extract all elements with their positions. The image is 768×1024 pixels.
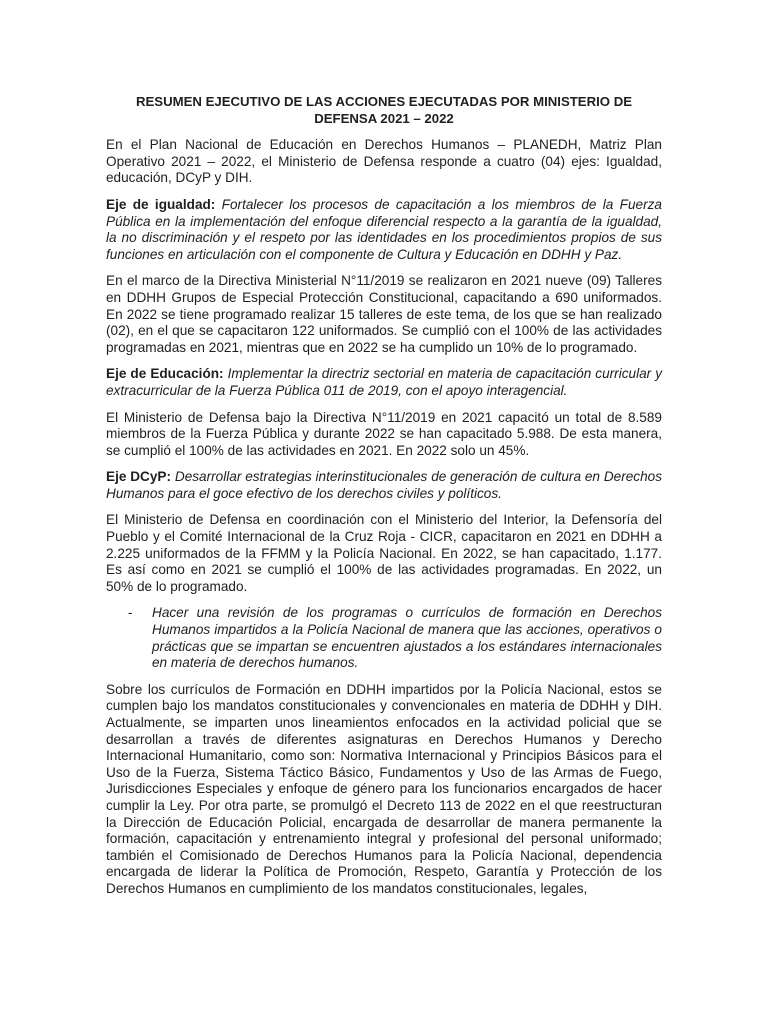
title-line-1: RESUMEN EJECUTIVO DE LAS ACCIONES EJECUTADAS POR MINISTERIO DE — [135, 94, 633, 109]
curriculos-paragraph: Sobre los currículos de Formación en DDHH impartidos por la Policía Nacional, estos se cumplen bajo los mandatos constitucionales y convencionales en materia de DDHH y DIH. Actualmente, se imparten unos lineamientos enfocados en la actividad policial que se desarrollan a través de diferentes asignaturas en Derechos Humanos y Derecho Internacional Humanitario, como son: Normativa Internacional y Principios Básicos para el Uso de la Fuerza, Sistema Táctico Básico, Fundamentos y Uso de las Armas de Fuego, Jurisdicciones Especiales y enfoque de género para los funcionarios encargados de hacer cumplir la Ley. Por otra parte, se promulgó el Decreto 113 de 2022 en el que reestructuran la Dirección de Educación Policial, encargada de desarrollar de manera permanente la formación, capacitación y entrenamiento integral y profesional del personal uniformado; también el Comisionado de Derechos Humanos para la Policía Nacional, dependencia encargada de liderar la Política de Promoción, Respeto, Garantía y Protección de los Derechos Humanos en cumplimiento de los mandatos constitucionales, legales, — [106, 681, 662, 896]
dcyp-results-paragraph: El Ministerio de Defensa en coordinación con el Ministerio del Interior, la Defensoría del Pueblo y el Comité Internacional de la Cruz Roja - CICR, capacitaron en 2021 en DDHH a 2.225 uniformados de la FFMM y la Policía Nacional. En 2022, se han capacitado, 1.177. Es así como en 2021 se cumplió el 100% de las actividades programadas. En 2022, un 50% de lo programado. — [106, 512, 662, 594]
igualdad-results-paragraph: En el marco de la Directiva Ministerial N°11/2019 se realizaron en 2021 nueve (09) Talleres en DDHH Grupos de Especial Protección Constitucional, capacitando a 690 uniformados. En 2022 se tiene programado realizar 15 talleres de este tema, de los que se han realizado (02), en el que se capacitaron 122 uniformados. Se cumplió con el 100% de las actividades programadas en 2021, mientras que en 2022 se ha cumplido un 10% de lo programado. — [106, 273, 662, 355]
eje-educacion-text: Implementar la directriz sectorial en materia de capacitación curricular y extracurricular de la Fuerza Pública 011 de 2019, con el apoyo interagencial. — [106, 366, 663, 398]
bullet-text: Hacer una revisión de los programas o currículos de formación en Derechos Humanos impartidos a la Policía Nacional de manera que las acciones, operativos o prácticas que se impartan se encuentren ajustados a los estándares internacionales en materia de derechos humanos. — [152, 605, 662, 671]
page-title — [106, 94, 662, 127]
eje-igualdad-text: Fortalecer los procesos de capacitación a los miembros de la Fuerza Pública en la implementación del enfoque diferencial respecto a la garantía de la igualdad, la no discriminación y el respeto por las identidades en los procedimientos propios de sus funciones en articulación con el componente de Cultura y Educación en DDHH y Paz. — [106, 196, 662, 262]
eje-igualdad-paragraph — [106, 197, 662, 263]
title-line-2: DEFENSA 2021 – 2022 — [314, 110, 454, 126]
eje-dcyp-paragraph — [106, 469, 662, 502]
list-item — [128, 605, 662, 671]
eje-educacion-label: Eje de Educación: — [106, 366, 224, 382]
eje-educacion-paragraph — [106, 366, 662, 399]
eje-dcyp-label: Eje DCyP: — [106, 469, 172, 485]
educacion-results-paragraph: El Ministerio de Defensa bajo la Directiva N°11/2019 en 2021 capacitó un total de 8.589 miembros de la Fuerza Pública y durante 2022 se han capacitado 5.988. De esta manera, se cumplió el 100% de las actividades en 2021. En 2022 solo un 45%. — [106, 409, 662, 458]
bullet-marker: - — [128, 605, 133, 621]
eje-dcyp-text: Desarrollar estrategias interinstitucionales de generación de cultura en Derechos Humanos para el goce efectivo de los derechos civiles y políticos. — [106, 469, 662, 501]
eje-igualdad-label: Eje de igualdad: — [106, 196, 216, 212]
intro-paragraph: En el Plan Nacional de Educación en Derechos Humanos – PLANEDH, Matriz Plan Operativo 2021 – 2022, el Ministerio de Defensa responde a cuatro (04) ejes: Igualdad, educación, DCyP y DIH. — [106, 137, 662, 186]
